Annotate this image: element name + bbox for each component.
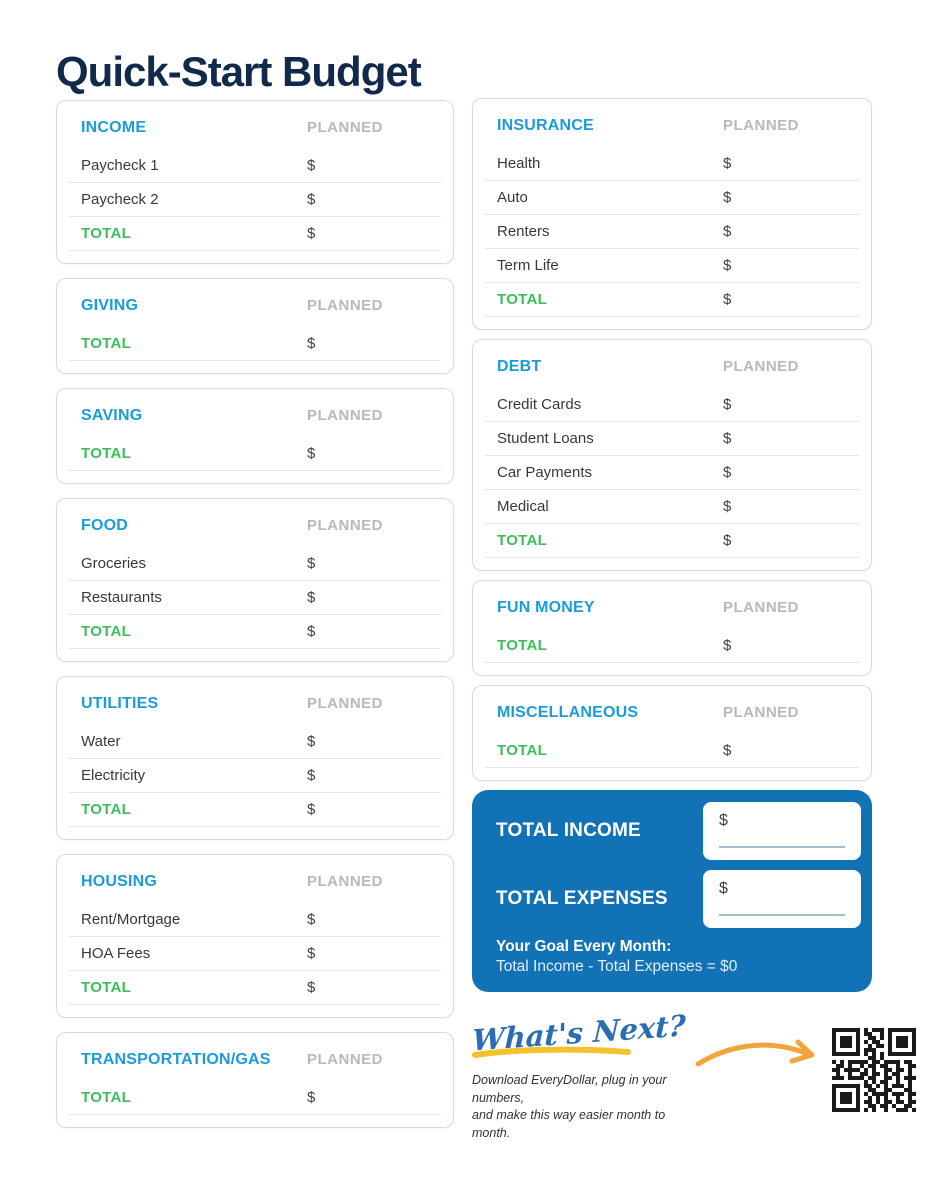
budget-card-miscellaneous — [472, 685, 872, 781]
amount-field[interactable]: $ — [307, 157, 316, 174]
total-label: TOTAL — [497, 742, 548, 759]
card-body — [485, 734, 859, 768]
total-income-field[interactable] — [703, 802, 861, 860]
line-item-label: Auto — [497, 189, 528, 206]
total-label: TOTAL — [497, 291, 548, 308]
line-item-label: Restaurants — [81, 589, 162, 606]
write-line — [719, 846, 845, 848]
whats-next-section — [472, 1006, 872, 1142]
card-body — [485, 629, 859, 663]
line-item-row — [69, 937, 441, 971]
card-title: INCOME — [81, 119, 147, 136]
budget-card-income — [56, 100, 454, 264]
card-body — [69, 437, 441, 471]
planned-label: PLANNED — [723, 599, 800, 616]
amount-field[interactable]: $ — [723, 291, 732, 308]
amount-field[interactable]: $ — [307, 445, 316, 462]
total-label: TOTAL — [81, 979, 132, 996]
total-label: TOTAL — [497, 637, 548, 654]
total-income-label: TOTAL INCOME — [496, 820, 641, 841]
line-item-label: Health — [497, 155, 541, 172]
card-title: SAVING — [81, 407, 143, 424]
amount-field[interactable]: $ — [723, 155, 732, 172]
line-item-label: Paycheck 1 — [81, 157, 159, 174]
line-item-row — [69, 759, 441, 793]
card-body — [69, 327, 441, 361]
card-body — [69, 725, 441, 827]
page-title: Quick-Start Budget — [56, 48, 421, 95]
line-item-row — [69, 903, 441, 937]
card-title: MISCELLANEOUS — [497, 704, 639, 721]
right-column — [472, 98, 872, 1142]
left-column — [56, 100, 454, 1142]
line-item-label: Paycheck 2 — [81, 191, 159, 208]
card-title: DEBT — [497, 358, 542, 375]
card-header — [57, 855, 453, 893]
total-label: TOTAL — [81, 1089, 132, 1106]
total-label: TOTAL — [497, 532, 548, 549]
planned-label: PLANNED — [307, 1051, 384, 1068]
planned-label: PLANNED — [307, 297, 384, 314]
amount-field[interactable]: $ — [723, 396, 732, 413]
line-item-label: Car Payments — [497, 464, 593, 481]
line-item-row — [485, 490, 859, 524]
line-item-label: Medical — [497, 498, 549, 515]
total-row — [69, 437, 441, 471]
budget-card-insurance — [472, 98, 872, 330]
card-body — [485, 147, 859, 317]
planned-label: PLANNED — [307, 873, 384, 890]
line-item-label: Student Loans — [497, 430, 594, 447]
planned-label: PLANNED — [307, 119, 384, 136]
total-row — [69, 217, 441, 251]
card-header — [57, 677, 453, 715]
amount-field[interactable]: $ — [723, 498, 732, 515]
card-title: GIVING — [81, 297, 139, 314]
card-title: FUN MONEY — [497, 599, 595, 616]
summary-panel — [472, 790, 872, 992]
planned-label: PLANNED — [723, 117, 800, 134]
card-title: TRANSPORTATION/GAS — [81, 1051, 271, 1068]
line-item-label: Rent/Mortgage — [81, 911, 181, 928]
line-item-row — [485, 456, 859, 490]
amount-field[interactable]: $ — [307, 911, 316, 928]
planned-label: PLANNED — [307, 407, 384, 424]
total-row — [69, 793, 441, 827]
card-body — [69, 547, 441, 649]
budget-card-utilities — [56, 676, 454, 840]
goal-heading: Your Goal Every Month: — [496, 938, 672, 955]
card-title: INSURANCE — [497, 117, 594, 134]
amount-field[interactable]: $ — [307, 225, 316, 242]
total-label: TOTAL — [81, 335, 132, 352]
line-item-label: Water — [81, 733, 121, 750]
card-header — [57, 101, 453, 139]
card-header — [57, 499, 453, 537]
line-item-row — [485, 249, 859, 283]
amount-field[interactable]: $ — [723, 742, 732, 759]
amount-field[interactable]: $ — [307, 191, 316, 208]
total-row — [69, 327, 441, 361]
line-item-row — [485, 181, 859, 215]
amount-field[interactable]: $ — [307, 801, 316, 818]
amount-field[interactable]: $ — [307, 1089, 316, 1106]
budget-card-fun-money — [472, 580, 872, 676]
goal-text: Total Income - Total Expenses = $0 — [496, 958, 738, 975]
card-header — [57, 389, 453, 427]
total-income-row — [496, 802, 861, 860]
whats-next-script: What's Next? — [471, 1008, 687, 1058]
amount-field[interactable]: $ — [723, 223, 732, 240]
amount-field[interactable]: $ — [723, 257, 732, 274]
line-item-label: Electricity — [81, 767, 146, 784]
amount-field[interactable]: $ — [307, 335, 316, 352]
total-expenses-row — [496, 870, 861, 928]
budget-card-housing — [56, 854, 454, 1018]
amount-field[interactable]: $ — [723, 189, 732, 206]
total-row — [69, 1081, 441, 1115]
total-row — [485, 283, 859, 317]
card-header — [473, 99, 871, 137]
amount-field[interactable]: $ — [723, 464, 732, 481]
line-item-row — [69, 725, 441, 759]
total-row — [69, 971, 441, 1005]
amount-field[interactable]: $ — [307, 623, 316, 640]
total-row — [485, 629, 859, 663]
card-body — [69, 149, 441, 251]
total-label: TOTAL — [81, 801, 132, 818]
amount-field[interactable]: $ — [307, 589, 316, 606]
amount-field[interactable]: $ — [723, 532, 732, 549]
budget-card-transportation-gas — [56, 1032, 454, 1128]
dollar-sign: $ — [719, 812, 728, 829]
total-label: TOTAL — [81, 445, 132, 462]
card-title: UTILITIES — [81, 695, 159, 712]
card-header — [57, 279, 453, 317]
amount-field[interactable]: $ — [307, 733, 316, 750]
arrow-icon — [694, 1034, 820, 1074]
budget-card-saving — [56, 388, 454, 484]
amount-field[interactable]: $ — [723, 637, 732, 654]
line-item-label: Credit Cards — [497, 396, 582, 413]
amount-field[interactable]: $ — [307, 555, 316, 572]
line-item-row — [69, 547, 441, 581]
total-expenses-label: TOTAL EXPENSES — [496, 888, 668, 909]
line-item-row — [485, 388, 859, 422]
total-label: TOTAL — [81, 623, 132, 640]
card-title: FOOD — [81, 517, 129, 534]
amount-field[interactable]: $ — [307, 945, 316, 962]
planned-label: PLANNED — [723, 704, 800, 721]
amount-field[interactable]: $ — [307, 767, 316, 784]
total-expenses-field[interactable] — [703, 870, 861, 928]
card-header — [57, 1033, 453, 1071]
card-body — [69, 1081, 441, 1115]
card-body — [69, 903, 441, 1005]
total-label: TOTAL — [81, 225, 132, 242]
card-body — [485, 388, 859, 558]
qr-code — [826, 1022, 922, 1123]
line-item-row — [485, 147, 859, 181]
card-header — [473, 581, 871, 619]
amount-field[interactable]: $ — [307, 979, 316, 996]
line-item-label: HOA Fees — [81, 945, 151, 962]
card-title: HOUSING — [81, 873, 158, 890]
line-item-row — [69, 149, 441, 183]
line-item-label: Renters — [497, 223, 550, 240]
line-item-row — [69, 183, 441, 217]
line-item-row — [485, 215, 859, 249]
amount-field[interactable]: $ — [723, 430, 732, 447]
line-item-row — [69, 581, 441, 615]
total-row — [485, 734, 859, 768]
budget-card-debt — [472, 339, 872, 571]
planned-label: PLANNED — [723, 358, 800, 375]
planned-label: PLANNED — [307, 695, 384, 712]
card-header — [473, 340, 871, 378]
planned-label: PLANNED — [307, 517, 384, 534]
line-item-label: Groceries — [81, 555, 147, 572]
line-item-label: Term Life — [497, 257, 559, 274]
total-row — [485, 524, 859, 558]
total-row — [69, 615, 441, 649]
card-header — [473, 686, 871, 724]
budget-card-giving — [56, 278, 454, 374]
write-line — [719, 914, 845, 916]
budget-card-food — [56, 498, 454, 662]
dollar-sign: $ — [719, 880, 728, 897]
line-item-row — [485, 422, 859, 456]
whats-next-caption: Download EveryDollar, plug in your numbers, and make this way easier month to month. — [472, 1073, 667, 1140]
